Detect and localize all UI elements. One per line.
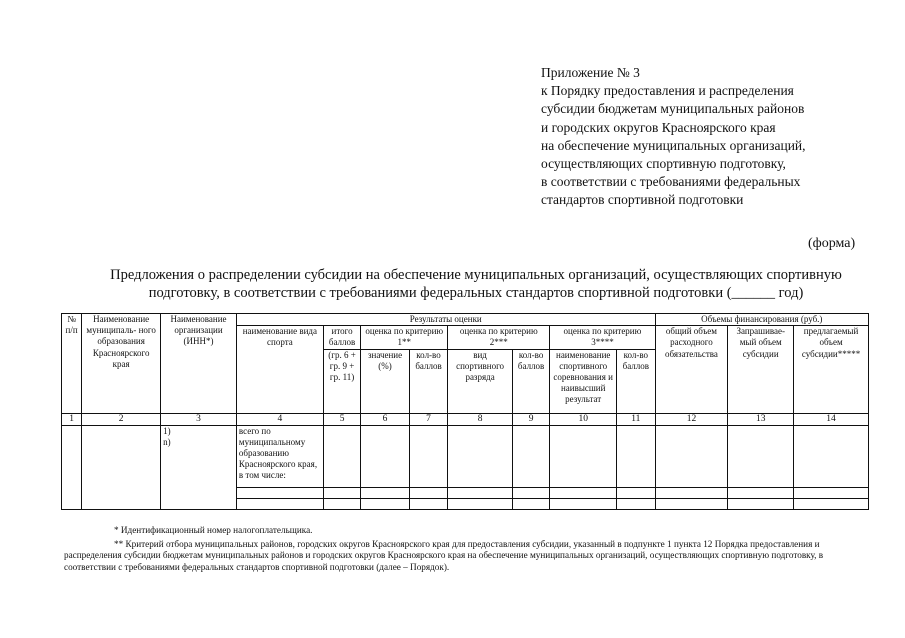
- header-requested: Запрашивае- мый объем субсидии: [728, 326, 794, 413]
- body-cell: [62, 425, 82, 509]
- header-sport-name: наименование вида спорта: [236, 326, 323, 413]
- document-title-line: подготовку, в соответствии с требованиями федеральных стандартов спортивной подготовки (______ год): [148, 285, 804, 301]
- body-cell: [448, 498, 513, 509]
- header-results: Результаты оценки: [236, 314, 655, 326]
- header-criterion-2: оценка по критерию 2***: [448, 326, 550, 349]
- column-number: 3: [161, 413, 237, 425]
- body-cell: [794, 498, 869, 509]
- column-number: 5: [323, 413, 360, 425]
- body-cell: [361, 498, 410, 509]
- document-title-line: Предложения о распределении субсидии на обеспечение муниципальных организаций, осуществляющих спортивную: [110, 267, 842, 283]
- appendix-line: Приложение № 3: [541, 65, 640, 80]
- column-number: 10: [550, 413, 617, 425]
- column-number: 8: [448, 413, 513, 425]
- appendix-line: в соответствии с требованиями федеральных: [541, 174, 801, 190]
- body-cell: [236, 487, 323, 498]
- body-cell: [236, 498, 323, 509]
- header-funding: Объемы финансирования (руб.): [655, 314, 868, 326]
- header-criterion-2-category: вид спортивного разряда: [448, 349, 513, 413]
- header-criterion-3-competition: наименование спортивного соревнования и наивысший результат: [550, 349, 617, 413]
- header-proposed: предлагаемый объем субсидии*****: [794, 326, 869, 413]
- header-criterion-1-points: кол-во баллов: [409, 349, 447, 413]
- body-cell: [361, 487, 410, 498]
- header-criterion-2-points: кол-во баллов: [512, 349, 549, 413]
- appendix-header: [541, 64, 806, 210]
- body-cell: [655, 425, 728, 487]
- document-title: [60, 266, 892, 302]
- body-cell: [323, 487, 360, 498]
- body-cell: [323, 425, 360, 487]
- header-total-points: итого баллов: [323, 326, 360, 349]
- appendix-line: к Порядку предоставления и распределения: [541, 83, 794, 99]
- body-cell: [448, 425, 513, 487]
- column-number: 7: [409, 413, 447, 425]
- appendix-line: на обеспечение муниципальных организаций,: [541, 137, 806, 153]
- body-cell: [448, 487, 513, 498]
- organization-items: 1) n): [161, 425, 237, 509]
- body-cell: [550, 425, 617, 487]
- column-number: 13: [728, 413, 794, 425]
- header-criterion-3-points: кол-во баллов: [617, 349, 656, 413]
- form-label: (форма): [808, 236, 856, 251]
- total-row-label: всего по муниципальному образованию Красноярского края, в том числе:: [236, 425, 323, 487]
- header-criterion-1: оценка по критерию 1**: [361, 326, 448, 349]
- header-total-obligations: общий объем расходного обязательства: [655, 326, 728, 413]
- header-num: № п/п: [62, 314, 82, 414]
- body-cell: [409, 425, 447, 487]
- column-number: 6: [361, 413, 410, 425]
- appendix-line: стандартов спортивной подготовки: [541, 192, 744, 208]
- header-criterion-3: оценка по критерию 3****: [550, 326, 655, 349]
- footnotes: [64, 525, 874, 573]
- column-number: 9: [512, 413, 549, 425]
- body-cell: [617, 498, 656, 509]
- body-cell: [512, 425, 549, 487]
- body-cell: [512, 498, 549, 509]
- body-cell: [655, 487, 728, 498]
- appendix-line: осуществляющих спортивную подготовку,: [541, 156, 786, 172]
- body-cell: [728, 498, 794, 509]
- body-cell: [794, 425, 869, 487]
- appendix-line: субсидии бюджетам муниципальных районов: [541, 101, 805, 117]
- header-total-points-note: (гр. 6 + гр. 9 + гр. 11): [323, 349, 360, 413]
- footnote-inn: * Идентификационный номер налогоплательщика.: [114, 525, 313, 535]
- header-municipality: Наименование муниципаль- ного образования Красноярского края: [82, 314, 161, 414]
- body-cell: [550, 498, 617, 509]
- header-organization: Наименование организации (ИНН*): [161, 314, 237, 414]
- column-number: 14: [794, 413, 869, 425]
- body-cell: [728, 487, 794, 498]
- subsidy-table: [61, 313, 869, 510]
- body-cell: [550, 487, 617, 498]
- header-criterion-1-value: значение (%): [361, 349, 410, 413]
- body-cell: [361, 425, 410, 487]
- column-number: 2: [82, 413, 161, 425]
- column-number: 1: [62, 413, 82, 425]
- body-cell: [512, 487, 549, 498]
- column-number: 12: [655, 413, 728, 425]
- body-cell: [617, 487, 656, 498]
- body-cell: [655, 498, 728, 509]
- body-cell: [794, 487, 869, 498]
- body-cell: [323, 498, 360, 509]
- appendix-line: и городских округов Красноярского края: [541, 119, 776, 135]
- body-cell: [728, 425, 794, 487]
- body-cell: [617, 425, 656, 487]
- body-cell: [409, 498, 447, 509]
- column-number: 11: [617, 413, 656, 425]
- body-cell: [409, 487, 447, 498]
- footnote-criterion-1: ** Критерий отбора муниципальных районов, городских округов Красноярского края для предоставления субсидии, указанный в подпункте 1 пункта 12 Порядка предоставления и распределения субсидии бюджетам муниципальных районов и городских округов Красноярского края на обеспечение муниципальных организаций, осуществляющих спортивную подготовку, в соответствии с требованиями федеральных стандартов спортивной подготовки (далее – Порядок).: [64, 538, 824, 572]
- body-cell: [82, 425, 161, 509]
- column-number: 4: [236, 413, 323, 425]
